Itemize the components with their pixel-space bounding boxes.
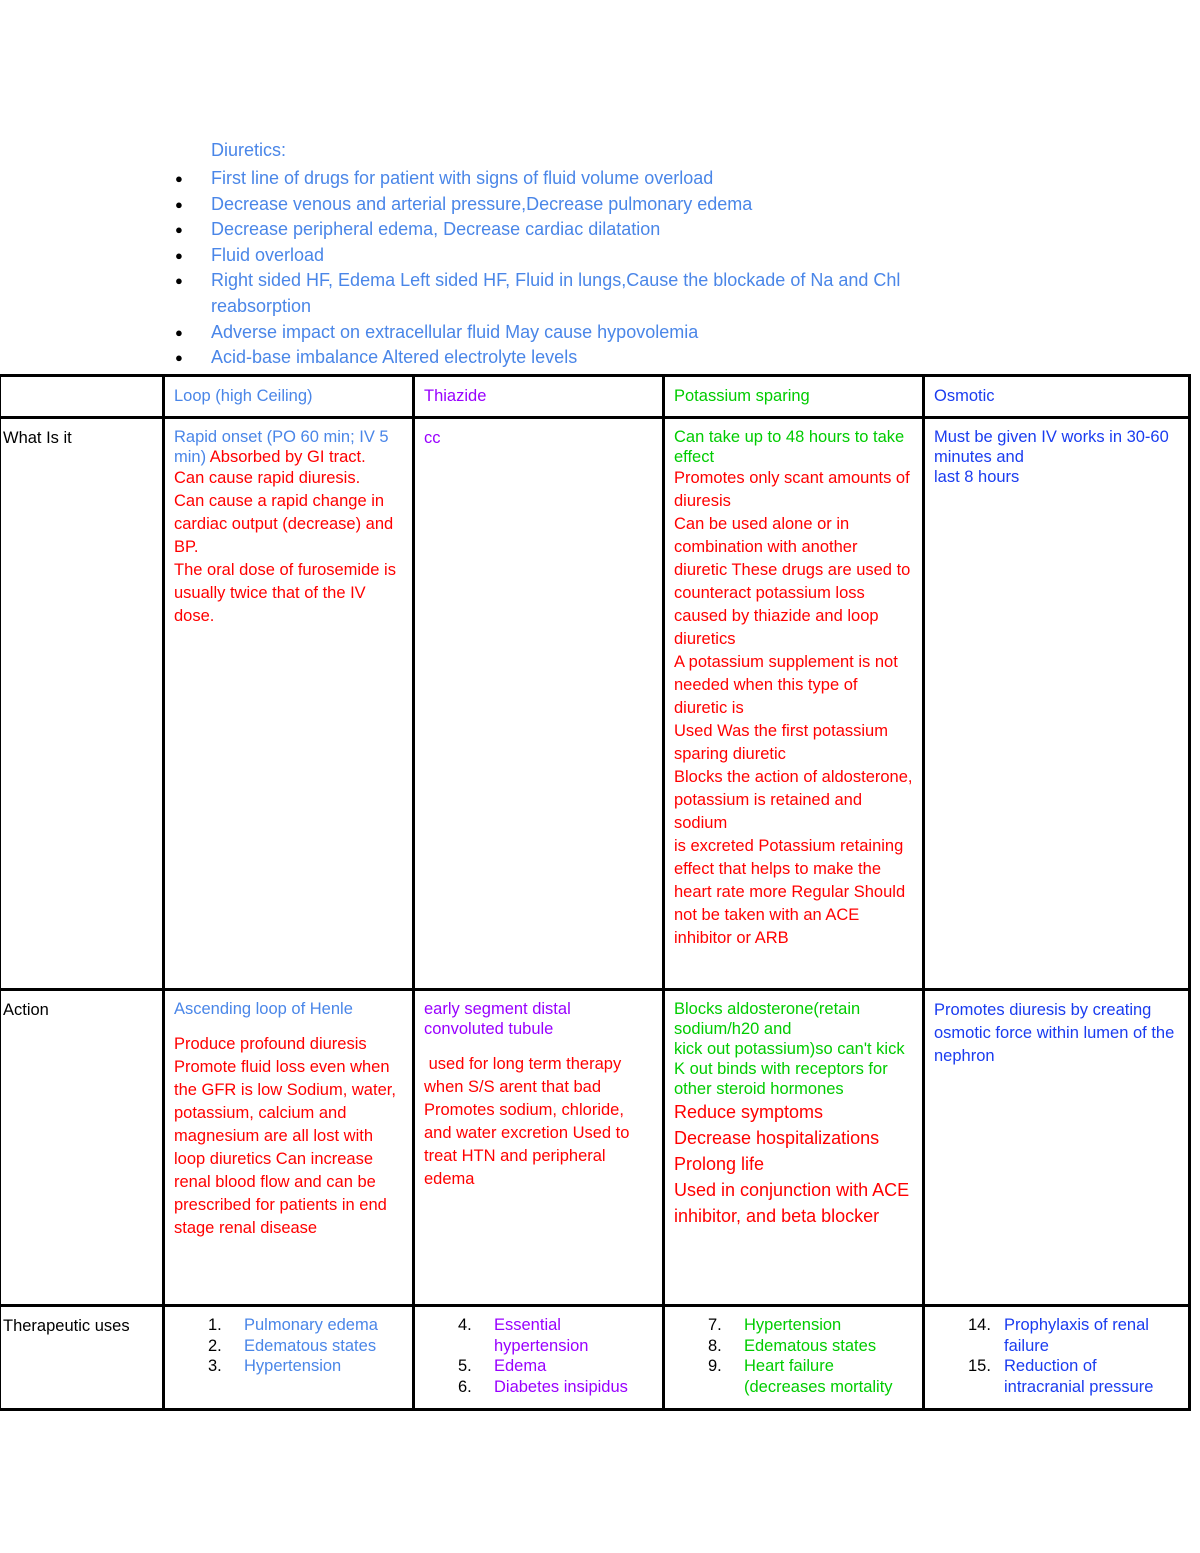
thiazide-action-text: used for long term therapy when S/S arent that bad Promotes sodium, chloride, and water excretion Used to treat HTN and peripheral edema (424, 1055, 635, 1188)
thiazide-action-site: early segment distal convoluted tubule (424, 1000, 571, 1038)
table-row-what-is-it (0, 418, 1190, 990)
list-number: 15. (968, 1357, 991, 1375)
row-label-action: Action (0, 990, 164, 1306)
table-row-action (0, 990, 1190, 1306)
potassium-what-line: Can be used alone or in combination with another diuretic These drugs are used to counteract potassium loss caused by thiazide and loop diuretics (674, 515, 911, 648)
list-item: ● Decrease venous and arterial pressure,Decrease pulmonary edema (0, 192, 991, 218)
list-item-text: Prophylaxis of renal failure (1004, 1316, 1149, 1355)
loop-what-line: Can cause rapid diuresis. (174, 469, 361, 487)
potassium-what-line: A potassium supplement is not needed when this type of diuretic is (674, 653, 898, 717)
osmotic-what-line: Must be given IV works in 30-60 minutes and (934, 428, 1169, 466)
potassium-action-benefit: Prolong life (674, 1154, 765, 1174)
list-item: ● First line of drugs for patient with signs of fluid volume overload (0, 166, 991, 192)
list-item-text: Edematous states (244, 1336, 377, 1355)
potassium-what-line: Blocks the action of aldosterone, potassium is retained and sodium (674, 768, 913, 832)
potassium-uses-list (674, 1315, 914, 1397)
list-item (424, 1356, 654, 1377)
loop-action-site: Ascending loop of Henle (174, 1000, 353, 1018)
potassium-what-line: Used Was the first potassium sparing diuretic (674, 722, 888, 763)
intro-bullet-list (0, 166, 991, 371)
loop-absorbed-text: Absorbed by GI tract. (206, 448, 366, 466)
list-item-text: Heart failure (decreases mortality (744, 1357, 893, 1396)
list-item (674, 1356, 914, 1397)
list-item-text: Edema (494, 1357, 547, 1375)
list-item: ● Fluid overload (0, 243, 991, 269)
cell-potassium-action (664, 990, 924, 1306)
list-item-text: Hypertension (244, 1357, 342, 1375)
cell-thiazide-action (414, 990, 664, 1306)
list-number: 14. (968, 1316, 991, 1334)
list-item (424, 1315, 654, 1356)
potassium-what-line: Promotes only scant amounts of diuresis (674, 469, 910, 510)
cell-osmotic-action: Promotes diuresis by creating osmotic force within lumen of the nephron (924, 990, 1190, 1306)
diuretics-table (0, 374, 1191, 1411)
list-item-text: Edematous states (744, 1336, 877, 1355)
potassium-action-benefit: Used in conjunction with ACE inhibitor, and beta blocker (674, 1180, 910, 1226)
list-number: 7. (708, 1316, 722, 1334)
list-item (174, 1336, 404, 1357)
header-loop: Loop (high Ceiling) (164, 376, 414, 418)
list-number: 6. (458, 1377, 472, 1396)
osmotic-what-line: last 8 hours (934, 468, 1020, 486)
header-thiazide: Thiazide (414, 376, 664, 418)
cell-osmotic-uses (924, 1306, 1190, 1410)
loop-onset-text: Rapid onset (PO 60 min; IV 5 min) (174, 428, 389, 466)
list-item (674, 1336, 914, 1357)
list-item (934, 1315, 1180, 1356)
list-item (934, 1356, 1180, 1397)
potassium-action-line: kick out potassium)so can't kick K out binds with receptors for other steroid hormones (674, 1040, 905, 1098)
cell-loop-action (164, 990, 414, 1306)
list-item (424, 1377, 654, 1398)
list-number: 2. (208, 1336, 222, 1355)
cell-loop-what (164, 418, 414, 990)
list-number: 1. (208, 1316, 222, 1334)
list-item: ● Adverse impact on extracellular fluid May cause hypovolemia (0, 320, 991, 346)
list-item: ● Decrease peripheral edema, Decrease cardiac dilatation (0, 217, 991, 243)
cell-osmotic-what (924, 418, 1190, 990)
list-item (174, 1315, 404, 1336)
potassium-action-benefit: Decrease hospitalizations (674, 1128, 880, 1148)
cell-thiazide-uses (414, 1306, 664, 1410)
loop-uses-list (174, 1315, 404, 1377)
list-item-text: Diabetes insipidus (494, 1377, 628, 1396)
list-number: 4. (458, 1316, 472, 1334)
potassium-action-line: Blocks aldosterone(retain sodium/h20 and (674, 1000, 861, 1038)
header-cell-empty (0, 376, 164, 418)
loop-action-text: Produce profound diuresis Promote fluid loss even when the GFR is low Sodium, water, potassium, calcium and magnesium are all lost with loop diuretics Can increase renal blood flow and can be prescribed for patients in end stage renal disease (174, 1035, 396, 1237)
list-number: 8. (708, 1336, 722, 1355)
list-item (174, 1356, 404, 1377)
row-label-therapeutic-uses: Therapeutic uses (0, 1306, 164, 1410)
header-osmotic: Osmotic (924, 376, 1190, 418)
thiazide-uses-list (424, 1315, 654, 1397)
potassium-what-line: is excreted Potassium retaining effect that helps to make the heart rate more Regular Should not be taken with an ACE inhibitor or ARB (674, 837, 906, 947)
list-item-text: Pulmonary edema (244, 1316, 378, 1334)
list-number: 5. (458, 1357, 472, 1375)
list-item: ● Acid-base imbalance Altered electrolyte levels (0, 345, 991, 371)
list-item-text: Reduction of intracranial pressure (1004, 1357, 1154, 1396)
list-item-text: Essential hypertension (494, 1316, 589, 1355)
header-potassium-sparing: Potassium sparing (664, 376, 924, 418)
cell-thiazide-what: cc (414, 418, 664, 990)
list-item: ● Right sided HF, Edema Left sided HF, Fluid in lungs,Cause the blockade of Na and Chl reabsorption (0, 268, 991, 319)
table-header-row (0, 376, 1190, 418)
potassium-action-benefit: Reduce symptoms (674, 1102, 824, 1122)
loop-what-line: The oral dose of furosemide is usually twice that of the IV dose. (174, 561, 396, 625)
osmotic-uses-list (934, 1315, 1180, 1397)
cell-potassium-uses (664, 1306, 924, 1410)
loop-what-line: Can cause a rapid change in cardiac output (decrease) and BP. (174, 492, 394, 556)
list-number: 3. (208, 1357, 222, 1375)
cell-potassium-what (664, 418, 924, 990)
table-row-therapeutic-uses (0, 1306, 1190, 1410)
list-number: 9. (708, 1357, 722, 1375)
list-item (674, 1315, 914, 1336)
row-label-what-is-it: What Is it (0, 418, 164, 990)
potassium-onset-text: Can take up to 48 hours to take effect (674, 428, 905, 466)
intro-title: Diuretics: (211, 140, 287, 160)
list-item-text: Hypertension (744, 1316, 842, 1334)
cell-loop-uses (164, 1306, 414, 1410)
